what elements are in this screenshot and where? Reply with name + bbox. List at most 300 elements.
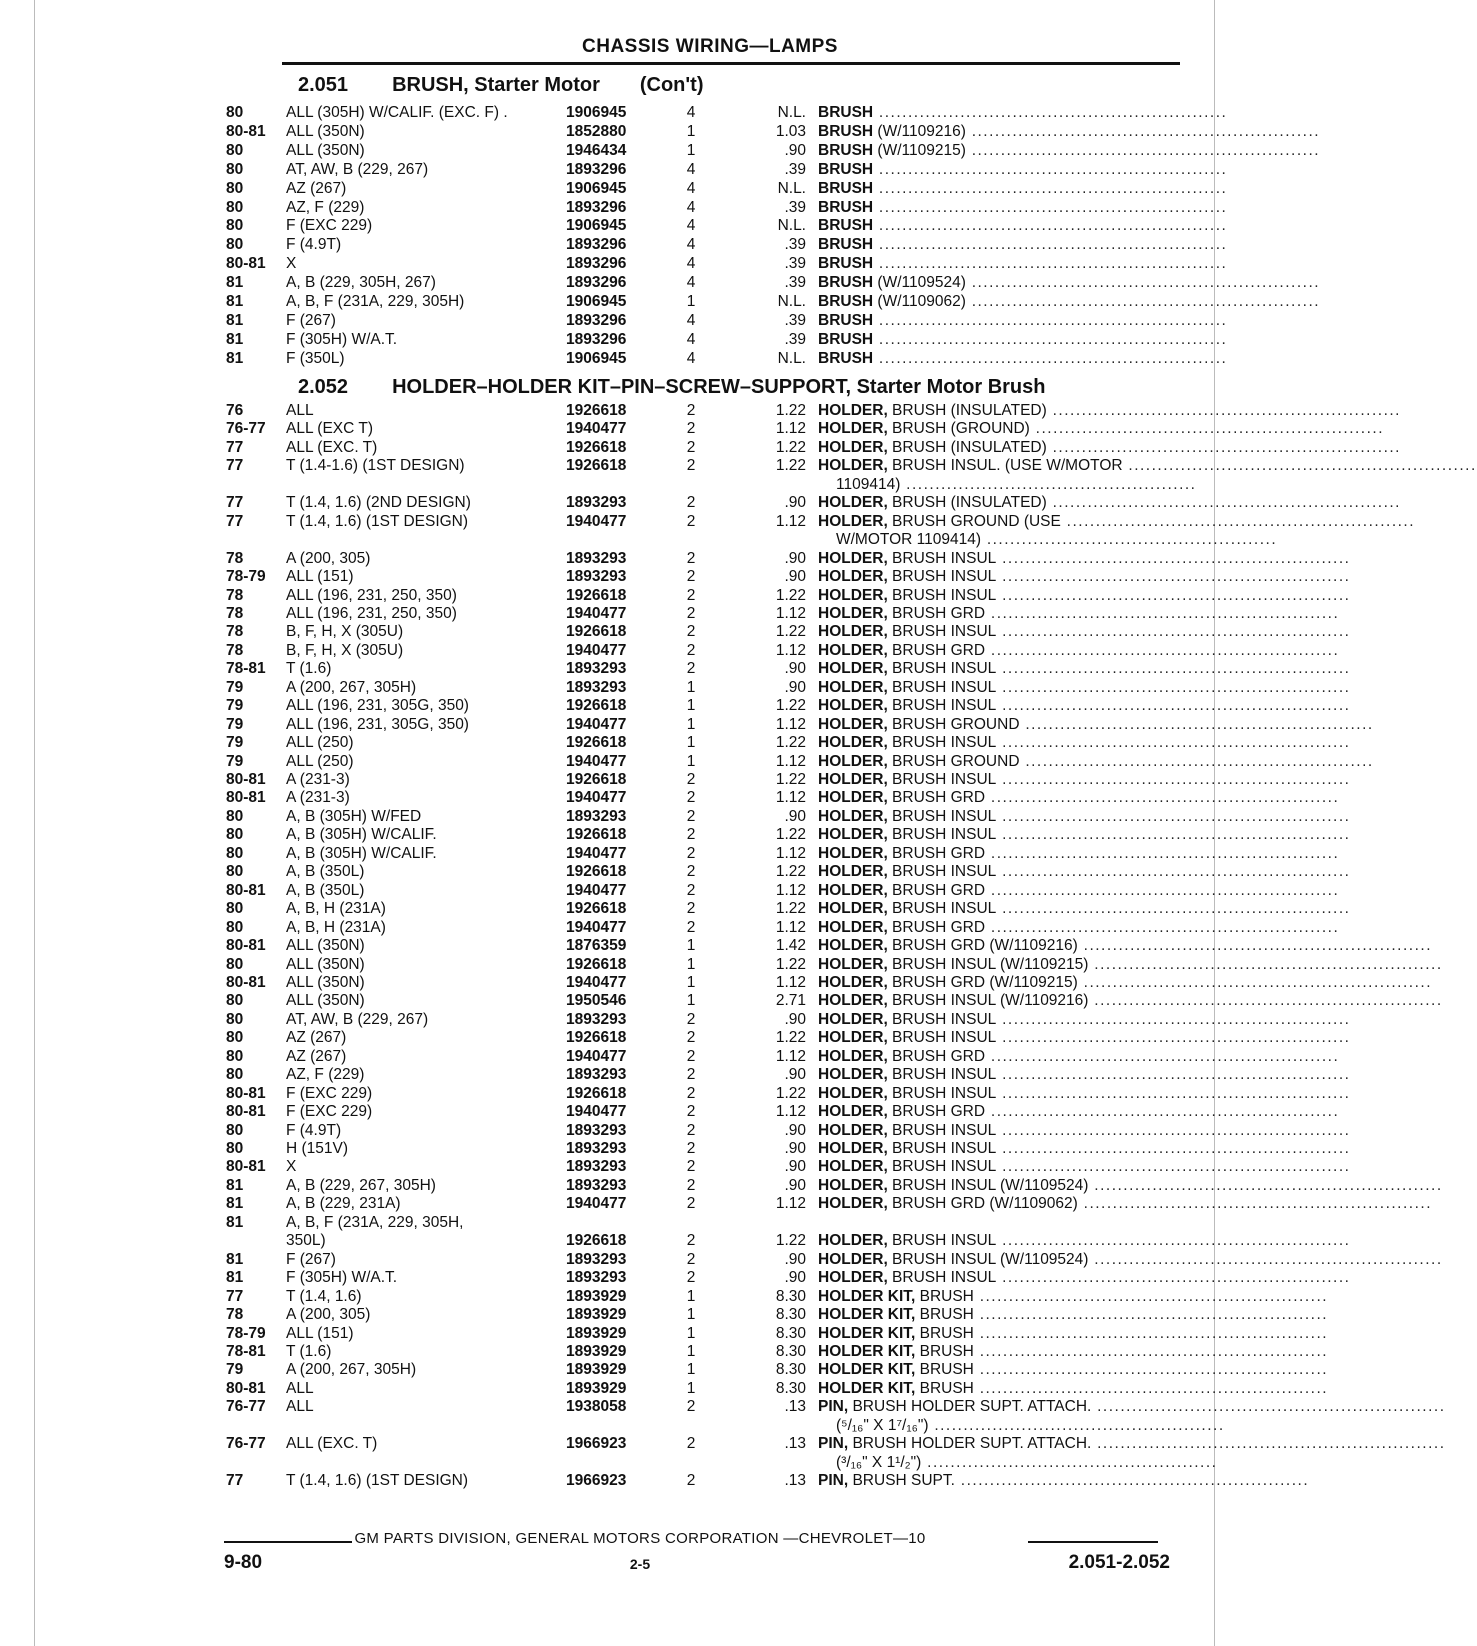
- description-text: BRUSH INSUL. (USE W/MOTOR: [887, 457, 1123, 475]
- leader-dots: ............................................................: [1046, 438, 1401, 456]
- description-cell: [818, 1324, 1329, 1342]
- description-cell: [818, 402, 1401, 419]
- part-number-cell: 1926618: [566, 826, 627, 844]
- application-cell: F (267): [286, 311, 336, 329]
- part-number-cell: 1938058: [566, 1398, 627, 1416]
- application-cell: AZ (267): [286, 1047, 347, 1065]
- price-cell: .90: [784, 568, 806, 586]
- price-cell: 1.12: [775, 918, 806, 936]
- year-cell: 80: [226, 844, 244, 862]
- description-cell: [818, 955, 1443, 973]
- price-cell: 8.30: [775, 1324, 806, 1342]
- part-number-cell: 1893293: [566, 1250, 627, 1268]
- price-cell: 1.22: [775, 734, 806, 752]
- description-bold: HOLDER,: [818, 715, 888, 733]
- year-cell: 80: [226, 1047, 244, 1065]
- quantity-cell: 1: [686, 1306, 696, 1324]
- year-cell: 78: [226, 1306, 244, 1324]
- description-cell: [818, 1084, 1351, 1102]
- description-cell: [818, 568, 1351, 586]
- price-cell: 1.22: [775, 900, 806, 918]
- application-cell: A, B, F (231A, 229, 305H,: [286, 1213, 464, 1231]
- leader-dots: ............................................................: [996, 549, 1351, 567]
- leader-dots: ............................................................: [996, 568, 1351, 586]
- quantity-cell: 1: [686, 141, 696, 159]
- leader-dots: ............................................................: [996, 1232, 1351, 1250]
- description-cell: [818, 678, 1351, 696]
- price-cell: 1.12: [775, 844, 806, 862]
- section-continued: (Con't): [639, 74, 704, 96]
- description-text: BRUSH INSUL (W/1109524): [887, 1250, 1089, 1268]
- description-text: BRUSH: [915, 1287, 974, 1305]
- year-cell: 79: [226, 1361, 244, 1379]
- description-cell: [818, 1398, 1446, 1416]
- year-cell: 78: [226, 586, 244, 604]
- leader-dots: ............................................................: [996, 900, 1351, 918]
- leader-dots: ............................................................: [1077, 973, 1433, 991]
- year-cell: 80: [226, 160, 244, 178]
- description-bold: HOLDER,: [818, 937, 888, 955]
- application-cell: A, B, H (231A): [286, 918, 386, 936]
- application-cell: ALL (EXC T): [286, 420, 373, 438]
- description-bold: HOLDER,: [818, 1103, 888, 1121]
- description-cell: [818, 1361, 1329, 1379]
- leader-dots: ............................................................: [1029, 420, 1385, 438]
- part-number-cell: 1893929: [566, 1306, 627, 1324]
- leader-dots: ............................................................: [973, 1287, 1329, 1305]
- application-cell: AZ, F (229): [286, 198, 365, 216]
- part-number-cell: 1893296: [566, 160, 627, 178]
- part-number-cell: 1893293: [566, 1121, 627, 1139]
- application-cell: ALL (250): [286, 734, 354, 752]
- part-number-cell: 1940477: [566, 844, 627, 862]
- quantity-cell: 1: [686, 293, 696, 310]
- price-cell: .39: [784, 198, 806, 216]
- application-cell: F (EXC 229): [286, 217, 373, 235]
- leader-dots: ............................................................: [873, 330, 1228, 348]
- application-cell: A, B, H (231A): [286, 900, 386, 918]
- description-bold: BRUSH: [818, 160, 874, 178]
- description-text: BRUSH (GROUND): [887, 420, 1030, 438]
- application-cell: F (EXC 229): [286, 1103, 373, 1121]
- leader-dots: ............................................................: [1077, 1195, 1433, 1213]
- price-cell: 2.71: [775, 992, 806, 1010]
- quantity-cell: 2: [686, 1103, 696, 1121]
- year-cell: 80: [226, 863, 244, 881]
- application-cell: X: [286, 1158, 297, 1176]
- year-cell: 80: [226, 918, 244, 936]
- description-bold: HOLDER,: [818, 955, 888, 973]
- description-bold: HOLDER,: [818, 973, 888, 991]
- application-cell: ALL (350N): [286, 955, 365, 973]
- year-cell: 80: [226, 1140, 244, 1157]
- year-cell: 80: [226, 179, 244, 197]
- price-cell: 1.12: [775, 789, 806, 807]
- application-cell: ALL (350N): [286, 122, 365, 140]
- description-bold: HOLDER,: [818, 604, 888, 622]
- year-cell: 80: [226, 1029, 244, 1047]
- year-cell: 80-81: [226, 789, 266, 807]
- year-cell: 78: [226, 604, 244, 622]
- leader-dots: ............................................................: [996, 1066, 1351, 1084]
- part-number-cell: 1926618: [566, 1084, 627, 1102]
- part-number-cell: 1906945: [566, 104, 627, 121]
- application-cell: A, B (229, 305H, 267): [286, 274, 436, 292]
- year-cell: 77: [226, 512, 244, 530]
- description-bold: HOLDER,: [818, 734, 888, 752]
- price-cell: .13: [784, 1435, 806, 1453]
- description-text: BRUSH INSUL: [887, 1121, 997, 1139]
- description-bold: HOLDER,: [818, 1010, 888, 1028]
- description-cell: [818, 992, 1443, 1010]
- description-cell: [818, 1047, 1340, 1065]
- leader-dots: ............................................................: [965, 274, 1321, 292]
- price-cell: 1.22: [775, 623, 806, 641]
- description-text: (W/1109216): [873, 122, 966, 140]
- year-cell: 80-81: [226, 255, 266, 273]
- part-number-cell: 1940477: [566, 918, 627, 936]
- leader-dots: ............................................................: [973, 1361, 1329, 1379]
- description-bold: HOLDER,: [818, 1250, 888, 1268]
- description-cell: [818, 881, 1340, 899]
- description-bold: HOLDER,: [818, 789, 888, 807]
- year-cell: 79: [226, 715, 244, 733]
- price-cell: .39: [784, 236, 806, 254]
- price-cell: 1.12: [775, 604, 806, 622]
- year-cell: 80-81: [226, 937, 266, 955]
- price-cell: N.L.: [777, 179, 806, 197]
- price-cell: 1.42: [775, 937, 806, 955]
- description-cell: [818, 900, 1351, 918]
- quantity-cell: 4: [686, 236, 696, 254]
- price-cell: 1.12: [775, 973, 806, 991]
- part-number-cell: 1940477: [566, 604, 627, 622]
- description-bold: HOLDER,: [818, 568, 888, 586]
- part-number-cell: 1906945: [566, 293, 627, 310]
- year-cell: 80: [226, 1121, 244, 1139]
- quantity-cell: 2: [686, 1084, 696, 1102]
- leader-dots: ............................................................: [996, 826, 1351, 844]
- description-cell: [818, 1010, 1351, 1028]
- application-cell: 350L): [286, 1232, 326, 1250]
- quantity-cell: 1: [686, 1342, 696, 1360]
- application-cell: A, B, F (231A, 229, 305H): [286, 293, 465, 310]
- description-cell: [818, 457, 1477, 475]
- price-cell: 1.12: [775, 752, 806, 770]
- leader-dots: ............................................................: [996, 623, 1351, 641]
- description-cell: [818, 549, 1351, 567]
- quantity-cell: 2: [686, 807, 696, 825]
- quantity-cell: 1: [686, 1379, 696, 1397]
- description-cell: [818, 141, 1321, 159]
- description-bold: HOLDER,: [818, 438, 888, 456]
- application-cell: A (200, 305): [286, 549, 371, 567]
- description-cell: [818, 789, 1340, 807]
- description-bold: HOLDER KIT,: [818, 1342, 916, 1360]
- description-text: BRUSH (INSULATED): [887, 494, 1047, 512]
- leader-dots: ............................................................: [1060, 512, 1416, 530]
- description-cell: [818, 494, 1401, 512]
- part-number-cell: 1926618: [566, 1232, 627, 1250]
- description-text: BRUSH: [915, 1324, 974, 1342]
- price-cell: .90: [784, 1176, 806, 1194]
- quantity-cell: 2: [686, 568, 696, 586]
- part-number-cell: 1940477: [566, 752, 627, 770]
- description-text: BRUSH INSUL: [887, 586, 997, 604]
- description-text: BRUSH INSUL: [887, 660, 997, 678]
- description-cell: [818, 104, 1228, 121]
- description-bold: BRUSH: [818, 179, 874, 197]
- leader-dots: ............................................................: [1088, 1176, 1443, 1194]
- description-bold: BRUSH: [818, 293, 874, 310]
- year-cell: 79: [226, 678, 244, 696]
- description-bold: HOLDER,: [818, 752, 888, 770]
- description-cell: [818, 1232, 1351, 1250]
- year-cell: 76-77: [226, 1435, 266, 1453]
- quantity-cell: 2: [686, 586, 696, 604]
- part-number-cell: 1893296: [566, 274, 627, 292]
- quantity-cell: 4: [686, 217, 696, 235]
- description-text: BRUSH GRD: [887, 918, 986, 936]
- description-cell: [818, 1379, 1329, 1397]
- description-bold: HOLDER,: [818, 1084, 888, 1102]
- application-cell: F (350L): [286, 349, 345, 367]
- quantity-cell: 2: [686, 1121, 696, 1139]
- description-cell: [818, 1342, 1329, 1360]
- description-text: BRUSH INSUL: [887, 678, 997, 696]
- description-text: BRUSH INSUL: [887, 771, 997, 788]
- leader-dots: ............................................................: [1088, 992, 1443, 1010]
- description-cell: [818, 623, 1351, 641]
- year-cell: 77: [226, 1472, 244, 1490]
- application-cell: T (1.4, 1.6) (1ST DESIGN): [286, 512, 469, 530]
- application-cell: F (4.9T): [286, 236, 342, 254]
- part-number-cell: 1946434: [566, 141, 627, 159]
- description-cell: [818, 1472, 1310, 1490]
- year-cell: 78-79: [226, 568, 266, 586]
- quantity-cell: 1: [686, 937, 696, 955]
- description-text: BRUSH GRD: [887, 604, 986, 622]
- application-cell: T (1.6): [286, 1342, 332, 1360]
- description-bold: BRUSH: [818, 274, 874, 292]
- application-cell: T (1.4-1.6) (1ST DESIGN): [286, 457, 465, 475]
- description-text: BRUSH INSUL: [887, 549, 997, 567]
- application-cell: F (4.9T): [286, 1121, 342, 1139]
- description-text: BRUSH GRD (W/1109062): [887, 1195, 1078, 1213]
- leader-dots: ..................................................: [900, 475, 1197, 493]
- description-bold: PIN,: [818, 1398, 849, 1416]
- description-cell: [818, 752, 1374, 770]
- description-bold: HOLDER KIT,: [818, 1324, 916, 1342]
- part-number-cell: 1893296: [566, 198, 627, 216]
- application-cell: A (231-3): [286, 771, 350, 788]
- part-number-cell: 1940477: [566, 881, 627, 899]
- leader-dots: ............................................................: [996, 734, 1351, 752]
- description-cell: [818, 844, 1340, 862]
- description-text: BRUSH INSUL: [887, 1158, 997, 1176]
- year-cell: 78-79: [226, 1324, 266, 1342]
- year-cell: 80-81: [226, 122, 266, 140]
- year-cell: 76-77: [226, 1398, 266, 1416]
- description-bold: BRUSH: [818, 198, 874, 216]
- application-cell: ALL (196, 231, 250, 350): [286, 604, 457, 622]
- price-cell: 1.22: [775, 697, 806, 715]
- description-text: (W/1109524): [873, 274, 966, 292]
- part-number-cell: 1893929: [566, 1324, 627, 1342]
- page-title: CHASSIS WIRING—LAMPS: [582, 36, 838, 57]
- leader-dots: ............................................................: [965, 293, 1321, 310]
- quantity-cell: 1: [686, 715, 696, 733]
- leader-dots: ..................................................: [928, 1416, 1225, 1434]
- description-cell: [818, 918, 1340, 936]
- year-cell: 80: [226, 992, 244, 1010]
- part-number-cell: 1893293: [566, 1158, 627, 1176]
- part-number-cell: 1940477: [566, 715, 627, 733]
- application-cell: T (1.4, 1.6): [286, 1287, 362, 1305]
- year-cell: 80: [226, 1066, 244, 1084]
- part-number-cell: 1926618: [566, 955, 627, 973]
- part-number-cell: 1893293: [566, 494, 627, 512]
- description-bold: HOLDER,: [818, 457, 888, 475]
- year-cell: 81: [226, 1250, 244, 1268]
- part-number-cell: 1926618: [566, 863, 627, 881]
- leader-dots: ............................................................: [996, 1029, 1351, 1047]
- part-number-cell: 1926618: [566, 697, 627, 715]
- application-cell: ALL (305H) W/CALIF. (EXC. F) .: [286, 104, 508, 121]
- part-number-cell: 1893929: [566, 1287, 627, 1305]
- price-cell: .39: [784, 160, 806, 178]
- quantity-cell: 4: [686, 198, 696, 216]
- description-bold: HOLDER,: [818, 807, 888, 825]
- description-bold: HOLDER KIT,: [818, 1306, 916, 1324]
- section-number: 2.051: [298, 74, 349, 96]
- quantity-cell: 2: [686, 402, 696, 419]
- year-cell: 81: [226, 311, 244, 329]
- price-cell: 1.03: [775, 122, 806, 140]
- price-cell: .90: [784, 1066, 806, 1084]
- price-cell: .90: [784, 678, 806, 696]
- year-cell: 78: [226, 641, 244, 659]
- description-bold: BRUSH: [818, 255, 874, 273]
- price-cell: .90: [784, 1140, 806, 1157]
- description-continuation-text: 1109414): [836, 475, 901, 493]
- description-text: BRUSH GROUND (USE: [887, 512, 1061, 530]
- quantity-cell: 1: [686, 1324, 696, 1342]
- leader-dots: ............................................................: [996, 1269, 1351, 1287]
- leader-dots: ............................................................: [1088, 1250, 1443, 1268]
- application-cell: ALL (350N): [286, 937, 365, 955]
- price-cell: 1.22: [775, 863, 806, 881]
- part-number-cell: 1876359: [566, 937, 627, 955]
- footer-section-range: 2.051-2.052: [1068, 1552, 1170, 1573]
- section-title: BRUSH, Starter Motor: [392, 74, 600, 96]
- price-cell: 1.22: [775, 402, 806, 419]
- price-cell: N.L.: [777, 217, 806, 235]
- quantity-cell: 2: [686, 660, 696, 678]
- description-cell: [818, 660, 1351, 678]
- application-cell: ALL (196, 231, 250, 350): [286, 586, 457, 604]
- part-number-cell: 1893293: [566, 1066, 627, 1084]
- description-text: BRUSH GRD: [887, 881, 986, 899]
- description-text: BRUSH SUPT.: [848, 1472, 955, 1490]
- description-cell: [818, 1269, 1351, 1287]
- leader-dots: ............................................................: [996, 807, 1351, 825]
- price-cell: 1.12: [775, 715, 806, 733]
- leader-dots: ............................................................: [1019, 715, 1374, 733]
- description-bold: BRUSH: [818, 217, 874, 235]
- description-bold: HOLDER,: [818, 826, 888, 844]
- quantity-cell: 2: [686, 1066, 696, 1084]
- description-bold: HOLDER,: [818, 881, 888, 899]
- year-cell: 79: [226, 752, 244, 770]
- description-bold: HOLDER,: [818, 1176, 888, 1194]
- part-number-cell: 1940477: [566, 512, 627, 530]
- leader-dots: ............................................................: [996, 863, 1351, 881]
- description-cell: [818, 1158, 1351, 1176]
- quantity-cell: 4: [686, 179, 696, 197]
- description-bold: HOLDER KIT,: [818, 1379, 916, 1397]
- leader-dots: ............................................................: [873, 349, 1228, 367]
- price-cell: N.L.: [777, 349, 806, 367]
- description-text: BRUSH INSUL (W/1109524): [887, 1176, 1089, 1194]
- description-text: BRUSH INSUL: [887, 1029, 997, 1047]
- year-cell: 77: [226, 494, 244, 512]
- price-cell: .90: [784, 494, 806, 512]
- year-cell: 80: [226, 826, 244, 844]
- year-cell: 80: [226, 141, 244, 159]
- application-cell: A, B (305H) W/CALIF.: [286, 844, 437, 862]
- price-cell: 1.12: [775, 1047, 806, 1065]
- quantity-cell: 4: [686, 160, 696, 178]
- price-cell: 1.22: [775, 457, 806, 475]
- price-cell: 1.12: [775, 1103, 806, 1121]
- quantity-cell: 1: [686, 678, 696, 696]
- quantity-cell: 2: [686, 549, 696, 567]
- leader-dots: ............................................................: [873, 255, 1228, 273]
- description-text: BRUSH GROUND: [887, 715, 1020, 733]
- part-number-cell: 1926618: [566, 402, 627, 419]
- quantity-cell: 2: [686, 457, 696, 475]
- description-cell: [818, 1066, 1351, 1084]
- quantity-cell: 2: [686, 623, 696, 641]
- page-edge-line: [34, 0, 35, 1646]
- description-continuation-text: W/MOTOR 1109414): [836, 531, 982, 549]
- price-cell: 1.12: [775, 512, 806, 530]
- leader-dots: ............................................................: [1088, 955, 1443, 973]
- description-text: BRUSH GRD (W/1109215): [887, 973, 1078, 991]
- description-bold: HOLDER,: [818, 1195, 888, 1213]
- description-continuation: [836, 1453, 1218, 1471]
- price-cell: 8.30: [775, 1379, 806, 1397]
- application-cell: F (305H) W/A.T.: [286, 330, 398, 348]
- leader-dots: ............................................................: [973, 1306, 1329, 1324]
- quantity-cell: 2: [686, 1010, 696, 1028]
- application-cell: A, B (305H) W/FED: [286, 807, 422, 825]
- part-number-cell: 1893296: [566, 255, 627, 273]
- leader-dots: ............................................................: [996, 660, 1351, 678]
- description-cell: [818, 1435, 1446, 1453]
- description-bold: HOLDER KIT,: [818, 1287, 916, 1305]
- part-number-cell: 1893293: [566, 1176, 627, 1194]
- description-cell: [818, 512, 1416, 530]
- application-cell: AZ (267): [286, 179, 347, 197]
- leader-dots: ............................................................: [985, 918, 1340, 936]
- description-cell: [818, 937, 1433, 955]
- year-cell: 80-81: [226, 771, 266, 788]
- application-cell: ALL (EXC. T): [286, 438, 378, 456]
- part-number-cell: 1940477: [566, 420, 627, 438]
- section-heading-2051: [298, 74, 703, 97]
